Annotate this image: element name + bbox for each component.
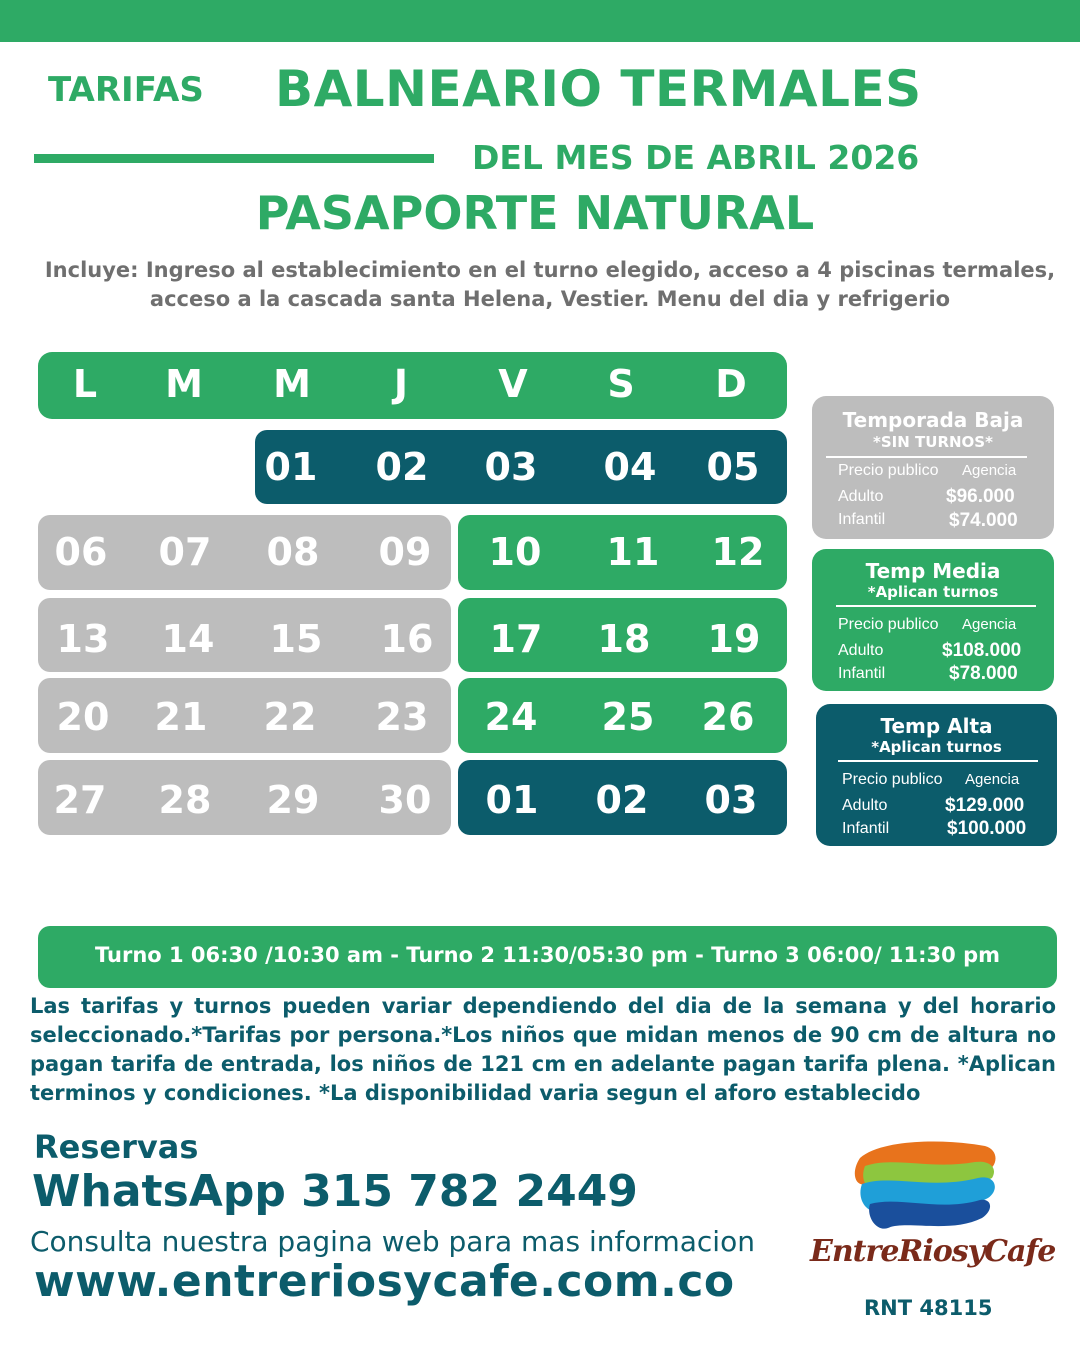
- adult-price: $108.000: [942, 640, 1022, 661]
- price-card-mid-season: [812, 549, 1054, 691]
- includes-line-1: Incluye: Ingreso al establecimiento en el turno elegido, acceso a 4 piscinas termales,: [44, 258, 1056, 282]
- card-title: Temporada Baja: [842, 408, 1024, 432]
- child-price: $100.000: [947, 818, 1027, 839]
- calendar-day: 12: [711, 530, 765, 574]
- card-col-public: Precio publico: [838, 462, 939, 479]
- website-hint: Consulta nuestra pagina web para mas informacion: [30, 1225, 755, 1258]
- logo-wordmark: EntreRiosyCafe: [810, 1234, 1056, 1269]
- price-card-high-season: [816, 704, 1057, 846]
- divider: [34, 154, 434, 163]
- calendar-day: 09: [378, 530, 432, 574]
- page-subtitle: DEL MES DE ABRIL 2026: [472, 138, 920, 177]
- child-price: $78.000: [949, 663, 1018, 684]
- child-label: Infantil: [842, 820, 890, 837]
- page-title: BALNEARIO TERMALES: [275, 60, 922, 118]
- adult-label: Adulto: [838, 642, 884, 659]
- calendar-day: 10: [488, 530, 542, 574]
- reservations-label: Reservas: [34, 1128, 199, 1166]
- card-col-agency: Agencia: [962, 616, 1017, 633]
- calendar-day: 15: [269, 617, 323, 661]
- top-bar: [0, 0, 1080, 42]
- card-col-public: Precio publico: [842, 771, 943, 788]
- calendar-day: 18: [597, 617, 651, 661]
- day-label: V: [498, 362, 528, 406]
- day-label: L: [72, 362, 98, 406]
- tarifas-label: TARIFAS: [48, 70, 204, 110]
- logo-wave-icon: [810, 1138, 1040, 1238]
- card-divider: [838, 760, 1038, 762]
- calendar-day: 20: [56, 695, 110, 739]
- card-col-agency: Agencia: [962, 462, 1017, 479]
- shifts-text: Turno 1 06:30 /10:30 am - Turno 2 11:30/05:30 pm - Turno 3 06:00/ 11:30 pm: [95, 943, 1000, 967]
- adult-label: Adulto: [842, 797, 888, 814]
- includes-text: [40, 256, 1060, 314]
- website-link[interactable]: www.entreriosycafe.com.co: [34, 1256, 735, 1307]
- calendar-day: 08: [266, 530, 320, 574]
- child-label: Infantil: [838, 511, 886, 528]
- calendar-day: 29: [266, 778, 320, 822]
- card-note: *Aplican turnos: [871, 738, 1002, 756]
- day-label: M: [273, 362, 311, 406]
- child-price: $74.000: [949, 510, 1018, 531]
- calendar-day: 17: [489, 617, 543, 661]
- calendar-day: 23: [375, 695, 429, 739]
- calendar-day: 04: [603, 445, 657, 489]
- terms-text: Las tarifas y turnos pueden variar dependiendo del dia de la semana y del horario seleccionado.*Tarifas por persona.*Los niños que midan menos de 90 cm de altura no pagan tarifa de entrada, los niños de 121 cm en adelante pagan tarifa plena. *Aplican terminos y condiciones. *La disponibilidad varia segun el aforo establecido: [30, 994, 1056, 1105]
- calendar-day: 01: [264, 445, 318, 489]
- includes-line-2: acceso a la cascada santa Helena, Vestier. Menu del dia y refrigerio: [149, 287, 951, 311]
- calendar-day: 27: [53, 778, 107, 822]
- card-title: Temp Media: [865, 559, 1001, 583]
- calendar-day: 11: [606, 530, 660, 574]
- brand-logo: [810, 1138, 1056, 1288]
- calendar-day: 21: [154, 695, 208, 739]
- calendar-day: 24: [484, 695, 538, 739]
- card-col-agency: Agencia: [965, 771, 1020, 788]
- calendar-day: 02: [595, 778, 649, 822]
- rnt-number: RNT 48115: [864, 1296, 993, 1320]
- day-label: J: [393, 362, 409, 406]
- calendar-day: 19: [707, 617, 761, 661]
- calendar-day: 26: [701, 695, 755, 739]
- calendar-day: 28: [158, 778, 212, 822]
- adult-price: $129.000: [945, 795, 1025, 816]
- card-title: Temp Alta: [880, 714, 993, 738]
- calendar-day-header: [38, 352, 787, 419]
- plan-title: PASAPORTE NATURAL: [255, 186, 815, 240]
- shifts-bar: [38, 926, 1057, 988]
- day-label: M: [165, 362, 203, 406]
- card-divider: [836, 605, 1036, 607]
- calendar-day: 30: [378, 778, 432, 822]
- calendar-day: 05: [706, 445, 760, 489]
- calendar-day: 07: [158, 530, 212, 574]
- card-note: *SIN TURNOS*: [873, 433, 993, 451]
- price-card-low-season: [812, 396, 1054, 539]
- adult-label: Adulto: [838, 488, 884, 505]
- calendar-day: 02: [375, 445, 429, 489]
- calendar-day: 22: [263, 695, 317, 739]
- calendar-day: 16: [380, 617, 434, 661]
- card-divider: [826, 456, 1027, 458]
- child-label: Infantil: [838, 665, 886, 682]
- card-note: *Aplican turnos: [867, 583, 999, 601]
- calendar-day: 14: [161, 617, 215, 661]
- calendar-day: 25: [601, 695, 655, 739]
- calendar-day: 01: [485, 778, 539, 822]
- card-col-public: Precio publico: [838, 616, 939, 633]
- day-label: S: [607, 362, 635, 406]
- calendar-day: 06: [54, 530, 108, 574]
- calendar-day: 03: [704, 778, 758, 822]
- day-label: D: [715, 362, 747, 406]
- adult-price: $96.000: [946, 486, 1015, 507]
- calendar-day: 13: [56, 617, 110, 661]
- whatsapp-number[interactable]: WhatsApp 315 782 2449: [32, 1166, 638, 1217]
- calendar-day: 03: [484, 445, 538, 489]
